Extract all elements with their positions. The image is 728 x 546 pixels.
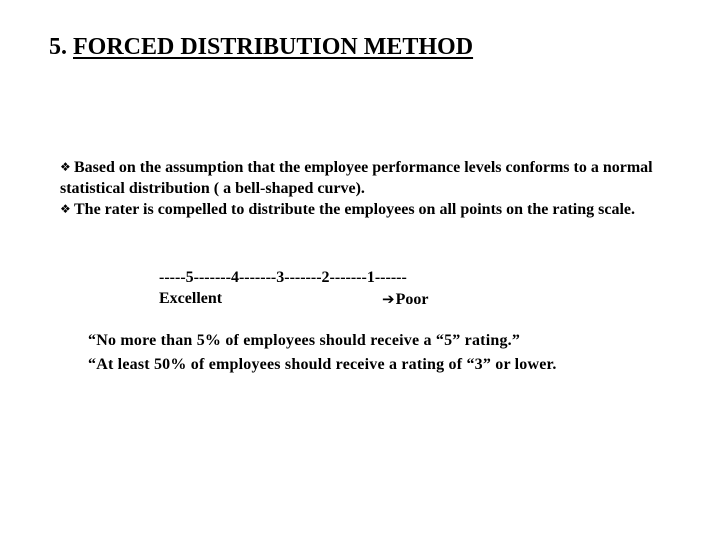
scale-label-poor: Poor bbox=[395, 291, 429, 308]
diamond-bullet-icon: ❖ bbox=[60, 202, 71, 216]
page-title bbox=[49, 34, 473, 61]
bullet-item bbox=[60, 199, 700, 220]
scale-label-excellent: Excellent bbox=[159, 290, 223, 307]
bullet-item bbox=[60, 157, 700, 199]
quote-line: “No more than 5% of employees should receive a “5” rating.” bbox=[88, 332, 521, 349]
bullet-list bbox=[60, 157, 700, 220]
bullet-text: Based on the assumption that the employee performance levels conforms to a normal statistical distribution ( a bell-shaped curve). bbox=[60, 159, 653, 197]
diamond-bullet-icon: ❖ bbox=[60, 160, 71, 174]
right-arrow-icon: ➔ bbox=[382, 290, 395, 308]
quote-block bbox=[88, 329, 557, 377]
bullet-text: The rater is compelled to distribute the employees on all points on the rating scale. bbox=[74, 201, 635, 218]
title-number: 5. bbox=[49, 34, 67, 60]
scale-label-poor-group bbox=[382, 290, 428, 309]
quote-line: “At least 50% of employees should receive a rating of “3” or lower. bbox=[88, 356, 557, 373]
title-text: FORCED DISTRIBUTION METHOD bbox=[73, 34, 474, 60]
rating-scale-line: -----5-------4-------3-------2-------1------ bbox=[159, 269, 407, 286]
